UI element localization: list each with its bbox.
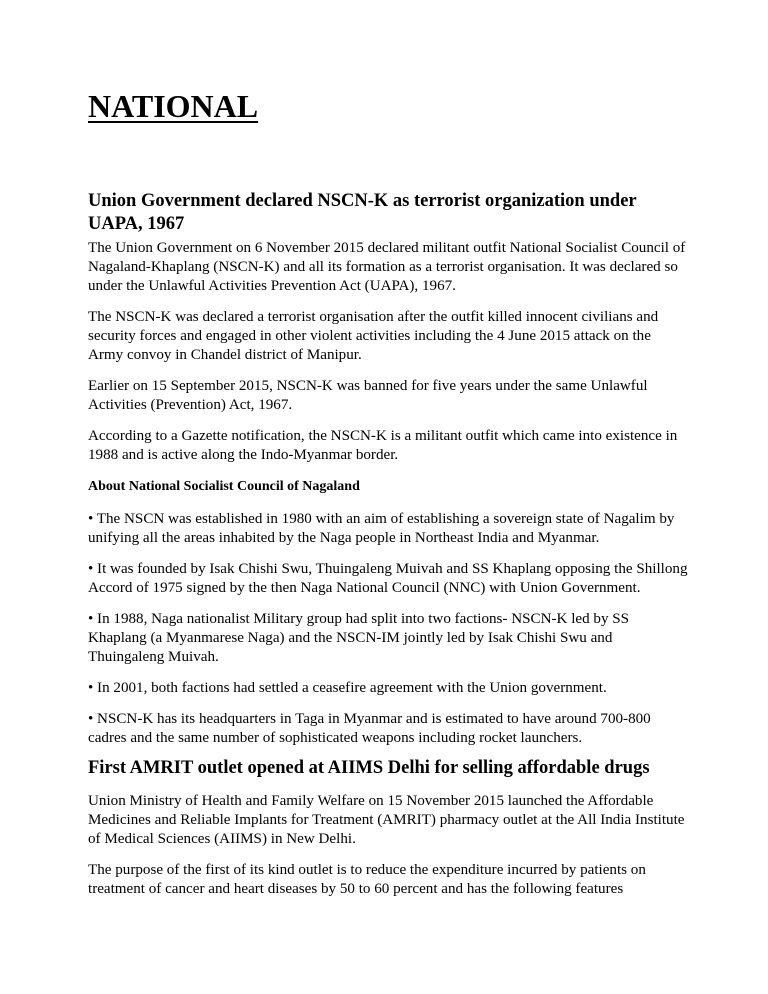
article-title: Union Government declared NSCN-K as terrorist organization under UAPA, 1967 bbox=[88, 191, 637, 234]
section-title: NATIONAL bbox=[88, 88, 259, 124]
paragraph: The Union Government on 6 November 2015 declared militant outfit National Socialist Council of Nagaland-Khaplang (NSCN-K) and all its formation as a terrorist organisation. It was declared so under the Unlawful Activities Prevention Act (UAPA), 1967. bbox=[88, 240, 686, 294]
bullet-item: • In 2001, both factions had settled a ceasefire agreement with the Union government. bbox=[88, 680, 607, 696]
article-title: First AMRIT outlet opened at AIIMS Delhi for selling affordable drugs bbox=[88, 758, 650, 778]
paragraph: Earlier on 15 September 2015, NSCN-K was banned for five years under the same Unlawful Activities (Prevention) Act, 1967. bbox=[88, 378, 648, 413]
article-nscn-k bbox=[88, 190, 688, 748]
paragraph: The purpose of the first of its kind outlet is to reduce the expenditure incurred by patients on treatment of cancer and heart diseases by 50 to 60 percent and has the following features bbox=[88, 862, 646, 897]
paragraph: Union Ministry of Health and Family Welfare on 15 November 2015 launched the Affordable Medicines and Reliable Implants for Treatment (AMRIT) pharmacy outlet at the All India Institute of Medical Sciences (AIIMS) in New Delhi. bbox=[88, 793, 685, 847]
paragraph: According to a Gazette notification, the NSCN-K is a militant outfit which came into existence in 1988 and is active along the Indo-Myanmar border. bbox=[88, 428, 678, 463]
bullet-item: • The NSCN was established in 1980 with an aim of establishing a sovereign state of Nagalim by unifying all the areas inhabited by the Naga people in Northeast India and Myanmar. bbox=[88, 511, 675, 546]
paragraph: The NSCN-K was declared a terrorist organisation after the outfit killed innocent civilians and security forces and engaged in other violent activities including the 4 June 2015 attack on the Army convoy in Chandel district of Manipur. bbox=[88, 309, 659, 363]
bullet-item: • NSCN-K has its headquarters in Taga in Myanmar and is estimated to have around 700-800 cadres and the same number of sophisticated weapons including rocket launchers. bbox=[88, 711, 651, 746]
article-amrit bbox=[88, 757, 688, 899]
bullet-item: • It was founded by Isak Chishi Swu, Thuingaleng Muivah and SS Khaplang opposing the Shillong Accord of 1975 signed by the then Naga National Council (NNC) with Union Government. bbox=[88, 561, 688, 596]
subheading: About National Socialist Council of Nagaland bbox=[88, 479, 360, 494]
bullet-item: • In 1988, Naga nationalist Military group had split into two factions- NSCN-K led by SS Khaplang (a Myanmarese Naga) and the NSCN-IM jointly led by Isak Chishi Swu and Thuingaleng Muivah. bbox=[88, 611, 630, 665]
